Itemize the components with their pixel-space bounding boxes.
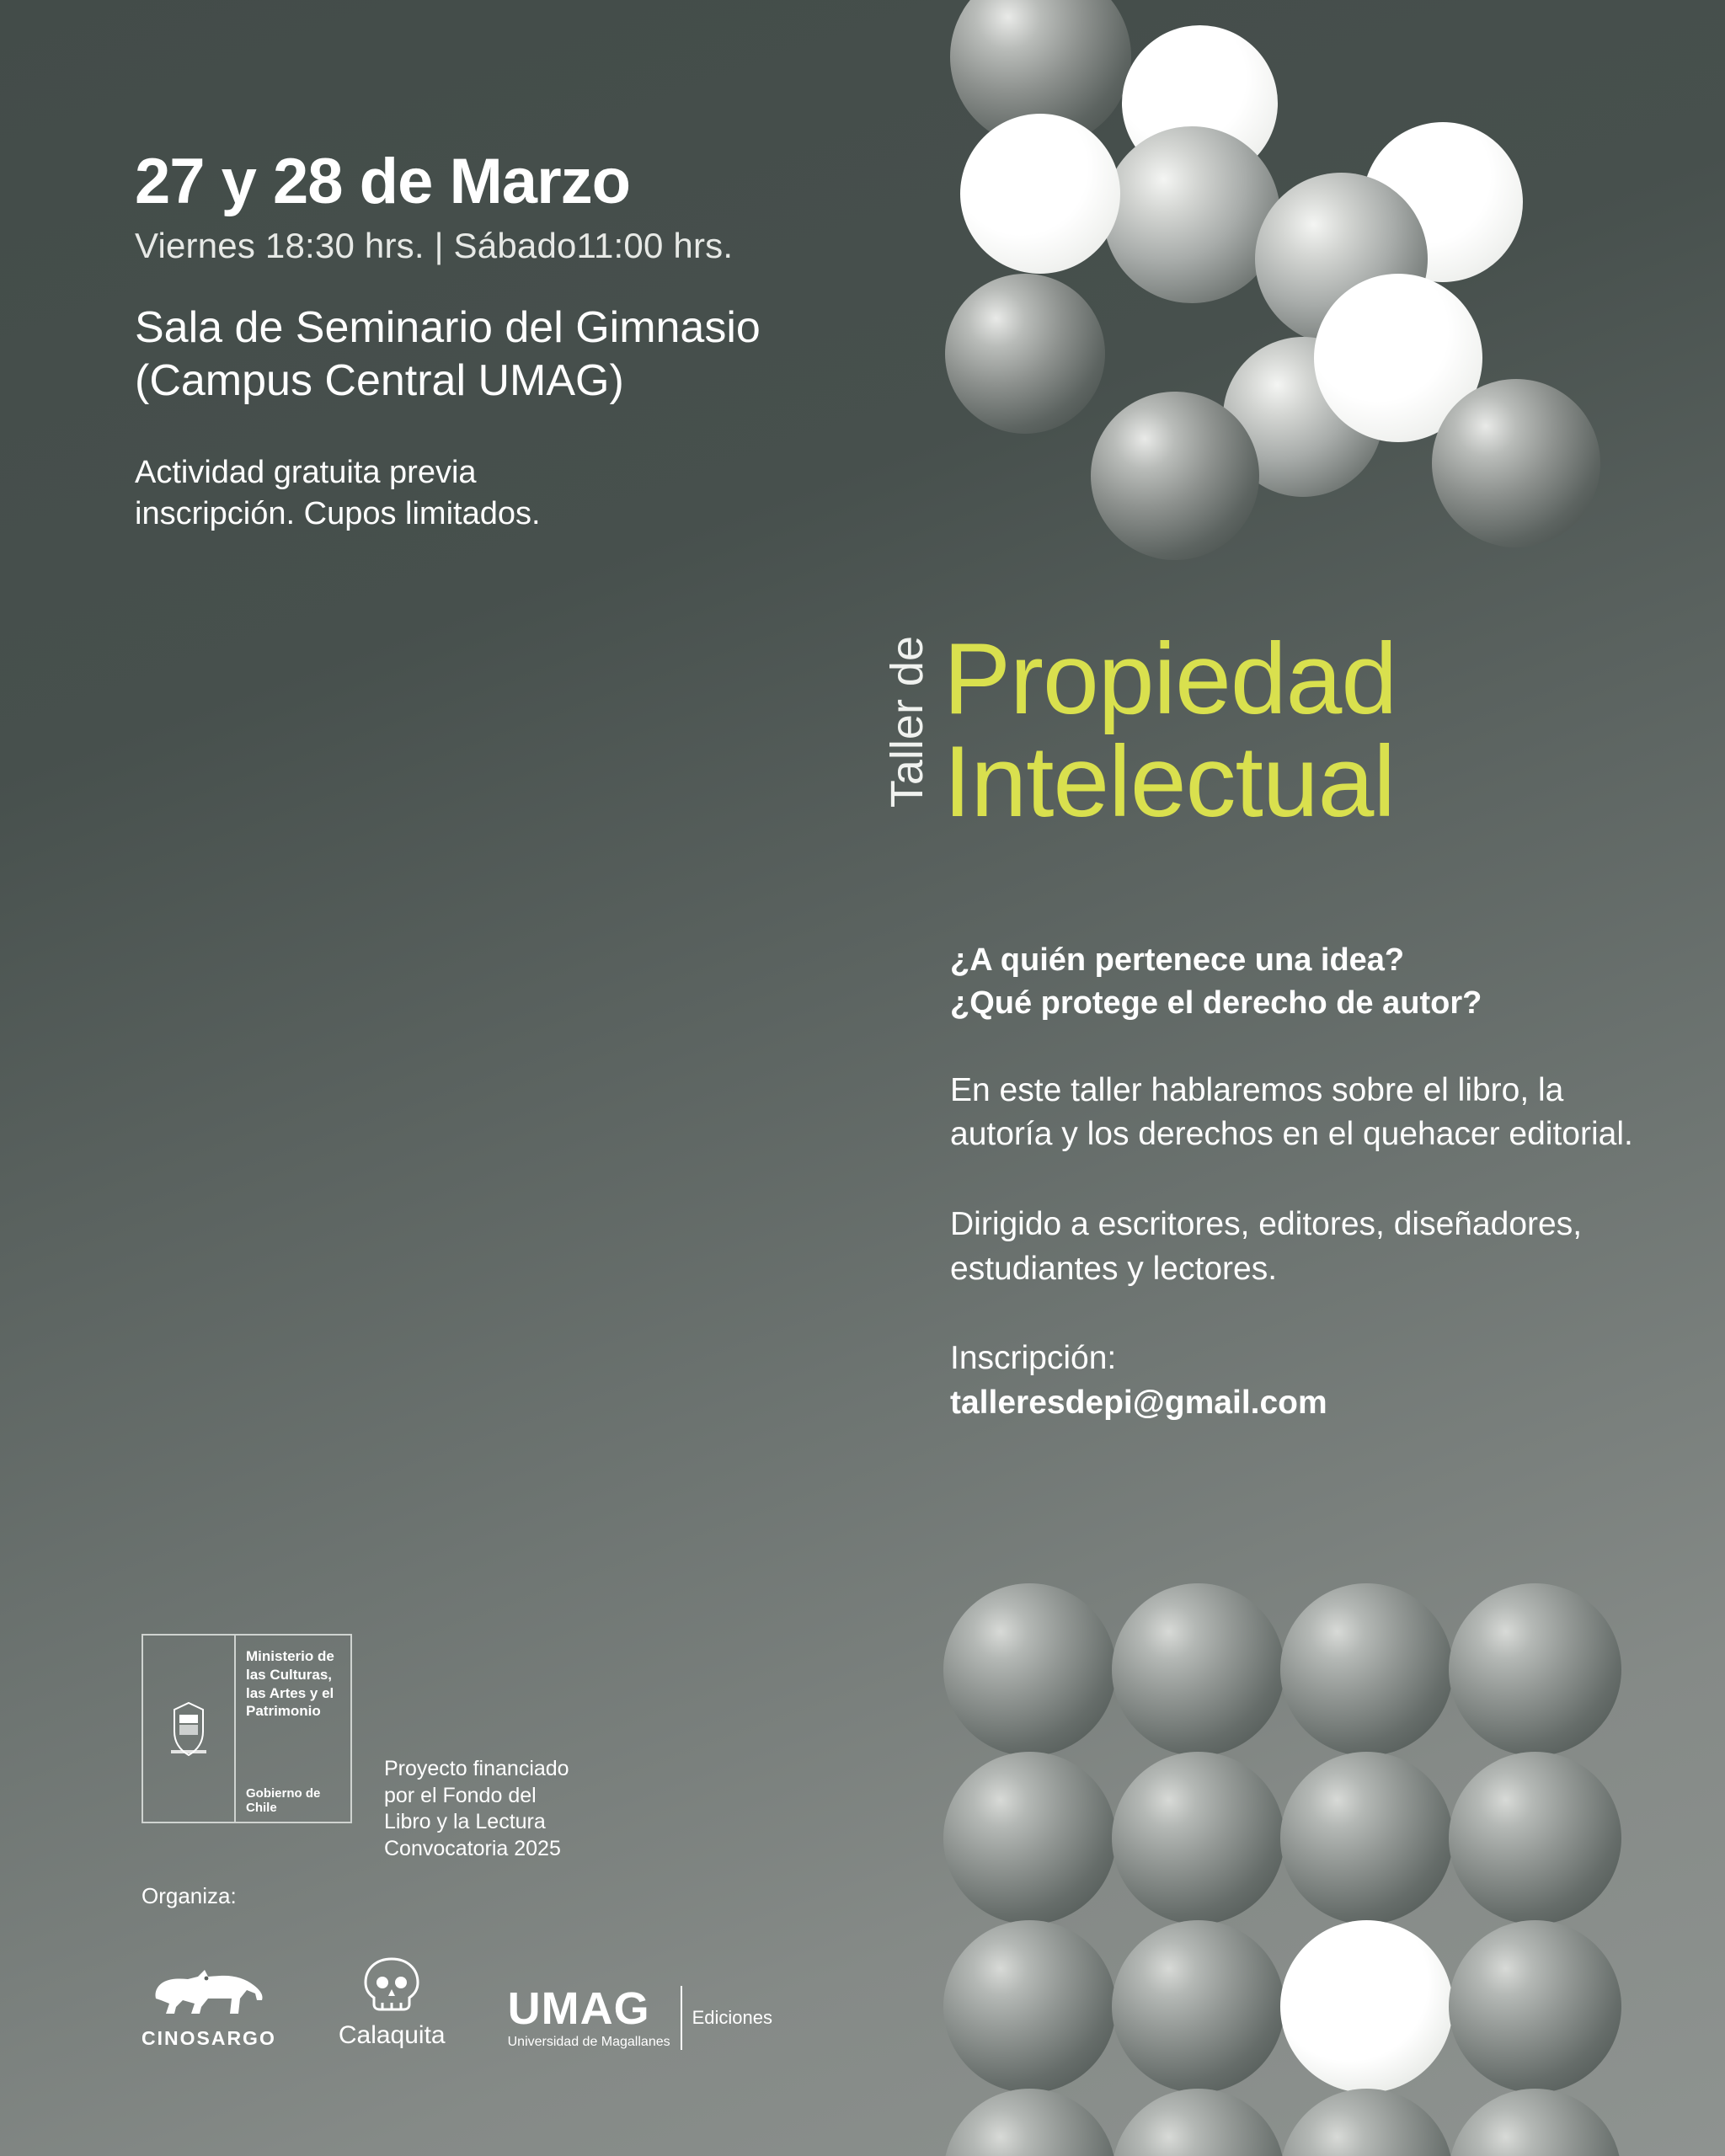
umag-label: UMAG	[507, 1983, 650, 2034]
decorative-sphere	[943, 2089, 1116, 2156]
decorative-sphere	[950, 0, 1131, 147]
question-1: ¿A quién pertenece una idea?	[950, 942, 1405, 978]
funding-line-4: Convocatoria 2025	[384, 1836, 561, 1860]
decorative-sphere	[1280, 2089, 1453, 2156]
decorative-sphere	[1432, 379, 1600, 547]
title-kicker: Taller de	[882, 636, 932, 808]
event-date: 27 y 28 de Marzo	[135, 146, 631, 217]
decorative-sphere	[1112, 2089, 1284, 2156]
umag-subtitle: Universidad de Magallanes	[507, 2035, 670, 2049]
decorative-sphere	[1449, 1920, 1621, 2093]
decorative-sphere	[943, 1920, 1116, 2093]
chile-coat-of-arms-icon	[164, 1700, 213, 1758]
ministry-title-line-3: las Artes y el	[246, 1684, 334, 1701]
event-time: Viernes 18:30 hrs. | Sábado11:00 hrs.	[135, 226, 734, 265]
body-questions	[950, 939, 1641, 1025]
decorative-sphere	[945, 274, 1105, 434]
inscription-label: Inscripción:	[950, 1340, 1117, 1377]
ministry-title-line-4: Patrimonio	[246, 1703, 321, 1720]
decorative-sphere	[1223, 337, 1383, 497]
event-info-block	[135, 146, 943, 536]
decorative-sphere	[1122, 25, 1278, 181]
decorative-sphere	[960, 114, 1120, 274]
decorative-sphere	[1112, 1920, 1284, 2093]
umag-text-block	[507, 1983, 682, 2050]
venue-line-2: (Campus Central UMAG)	[135, 356, 624, 406]
skull-icon	[354, 1952, 430, 2018]
sponsor-cinosargo-label: CINOSARGO	[142, 2027, 276, 2049]
event-free-note	[135, 452, 943, 536]
decorative-sphere	[1112, 1583, 1284, 1756]
sponsor-calaquita[interactable]	[339, 1952, 446, 2050]
question-2: ¿Qué protege el derecho de autor?	[950, 985, 1482, 1021]
inscription-email[interactable]: talleresdepi@gmail.com	[950, 1385, 1327, 1422]
ministry-title-line-1: Ministerio de	[246, 1648, 334, 1664]
decorative-sphere	[1449, 1752, 1621, 1924]
free-note-line-1: Actividad gratuita previa	[135, 454, 477, 490]
funding-line-1: Proyecto financiado	[384, 1757, 569, 1780]
free-note-line-2: inscripción. Cupos limitados.	[135, 496, 541, 532]
decorative-sphere	[1449, 1583, 1621, 1756]
sponsor-calaquita-label: Calaquita	[338, 2021, 446, 2049]
body-paragraph-2: Dirigido a escritores, editores, diseñadores, estudiantes y lectores.	[950, 1206, 1583, 1287]
title-line-2: Intelectual	[943, 725, 1396, 839]
decorative-sphere	[1280, 1583, 1453, 1756]
decorative-sphere	[1280, 1920, 1453, 2093]
body-paragraph-1: En este taller hablaremos sobre el libro, la autoría y los derechos en el quehacer editorial.	[950, 1071, 1633, 1153]
decorative-sphere	[943, 1752, 1116, 1924]
venue-line-1: Sala de Seminario del Gimnasio	[135, 303, 761, 352]
ministry-shield-box	[143, 1636, 236, 1822]
title-main	[943, 622, 1397, 839]
decorative-sphere	[1363, 122, 1523, 282]
ministry-title-line-2: las Culturas,	[246, 1666, 333, 1683]
funding-note	[384, 1756, 637, 1862]
ministry-text-box	[236, 1636, 350, 1822]
decorative-sphere	[1103, 126, 1280, 303]
decorative-sphere	[943, 1583, 1116, 1756]
organiza-label: Organiza:	[142, 1883, 237, 1908]
decorative-sphere	[1112, 1752, 1284, 1924]
title-line-1: Propiedad	[943, 622, 1397, 735]
ministry-government: Gobierno de Chile	[246, 1786, 321, 1815]
sponsor-umag[interactable]	[507, 1983, 772, 2050]
funding-line-2: por el Fondo del	[384, 1783, 537, 1807]
poster-title	[882, 622, 1397, 839]
dog-icon	[146, 1955, 272, 2020]
decorative-sphere	[1449, 2089, 1621, 2156]
umag-ediciones-label: Ediciones	[692, 2007, 772, 2028]
decorative-sphere	[1091, 392, 1259, 560]
decorative-sphere	[1255, 173, 1428, 345]
event-venue	[135, 302, 943, 408]
decorative-sphere	[1314, 274, 1482, 442]
funding-line-3: Libro y la Lectura	[384, 1810, 546, 1833]
poster-body	[950, 939, 1641, 1426]
ministry-title	[246, 1647, 350, 1721]
sponsor-logos	[142, 1952, 772, 2050]
ministry-logo	[142, 1634, 352, 1823]
sponsor-cinosargo[interactable]	[142, 1955, 276, 2050]
decorative-sphere	[1280, 1752, 1453, 1924]
